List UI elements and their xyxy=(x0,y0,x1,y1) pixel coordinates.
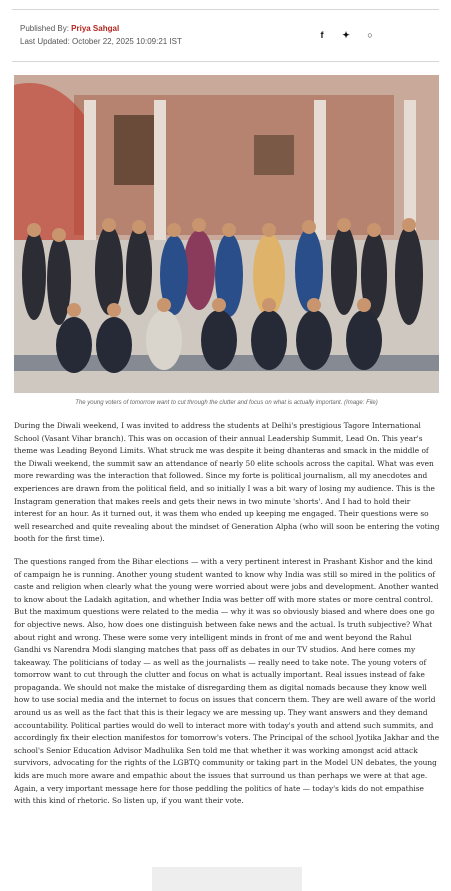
published-by xyxy=(20,22,182,35)
facebook-icon[interactable]: f xyxy=(320,30,324,40)
article-body xyxy=(14,420,440,818)
divider-top xyxy=(12,9,439,10)
article-image xyxy=(14,75,439,393)
author-link[interactable]: Priya Sahgal xyxy=(71,24,120,33)
image-caption: The young voters of tomorrow want to cut through the clutter and focus on what is actually important. (Image: File) xyxy=(75,400,378,406)
published-label: Published By: xyxy=(20,24,72,33)
last-updated: Last Updated: October 22, 2025 10:09:21 IST xyxy=(20,37,182,46)
twitter-icon[interactable]: ✦ xyxy=(342,30,350,40)
article-paragraph: During the Diwali weekend, I was invited to address the students at Delhi's prestigious Tagore International School (Vasant Vihar branch). This was on occasion of their annual Leadership Summit, Lead On. This year's theme was Leading Beyond Limits. What struck me was despite it being dhanteras and smack in the middle of the Diwali weekend, the summit saw an attendance of nearly 50 elite schools across the capital. What was even more rewarding was the interaction that followed. Since my forte is political journalism, all my anecdotes and experiences are drawn from the political field, and so initially I was a bit wary of losing my audience. This is the Instagram generation that makes reels and gets their news in two minute 'shorts'. And I had to hold their interest for an hour. As it turned out, it was them who ended up keeping me engaged. Their questions were so well researched and quite revealing about the mindset of Generation Alpha (who will soon be entering the voting booth for the first time). xyxy=(14,421,440,544)
whatsapp-icon[interactable]: ○ xyxy=(367,30,373,40)
group-photo-illustration xyxy=(14,75,439,393)
bottom-placeholder xyxy=(152,867,302,891)
divider-bottom xyxy=(12,61,439,62)
article-paragraph: The questions ranged from the Bihar elections — with a very pertinent interest in Prashant Kishor and the kind of campaign he is running. Another young student wanted to know why India was still so mired in the politics of caste and religion when clearly what the young were worried about were jobs and development. Another wanted to know about the Ladakh agitation, and whether India was better off with more states or more central control. But the maximum questions were related to the media — why it was so obviously biased and where does one go for objective news. Also, how does one distinguish between fake news and the actual. Is truth subjective? What about right and wrong. These were some very intelligent minds in front of me and went beyond the Rahul Gandhi vs Narendra Modi slanging matches that pass off as debates in our TV studios. And here comes my takeaway. The politicians of today — as well as the journalists — really need to take note. The young voters of tomorrow want to cut through the clutter and focus on what is actually important. Real issues instead of fake propaganda. We should not make the mistake of disregarding them as digital nomads because they know well how to use social media and the internet to focus on issues that concern them. They are well aware of the world around us as well as the fact that this is their legacy we are messing up. They want answers and they demand accountability. Political parties would do well to interact more with today's youth and attend such summits, and accordingly fix their election manifestos for tomorrow's voters. The Principal of the school Jyotika Jakhar and the school's Senior Education Advisor Madhulika Sen told me that whether it was working amongst acid attack survivors, advocating for the rights of the LGBTQ community or taking part in the Model UN debates, the young kids are much more aware and empathic about the issues that surround us than perhaps we were at that age. Again, a very important message here for those peddling the politics of hate — today's kids do not empathise with this kind of rhetoric. So listen up, if you want their vote. xyxy=(14,556,440,806)
article-byline xyxy=(20,22,182,48)
share-bar xyxy=(310,28,382,42)
